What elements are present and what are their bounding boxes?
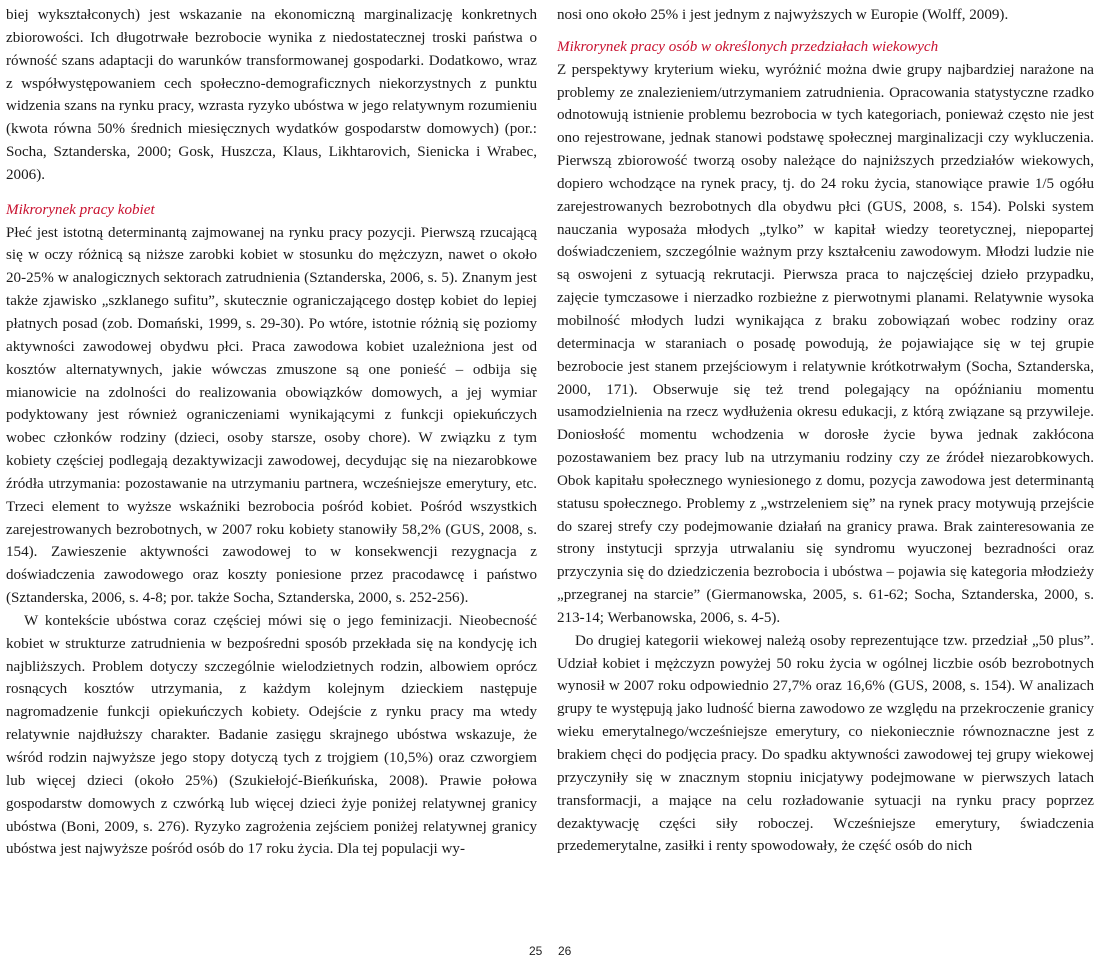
paragraph-women-1: Płeć jest istotną determinantą zajmowanej na rynku pracy pozycji. Pierwszą rzucającą się w oczy różnicą są niższe zarobki kobiet w stosunku do mężczyzn, nawet o około 20-25% w analogicznych sektorach zatrudnienia (Sztanderska, 2006, s. 5). Znanym jest także zjawisko „szklanego sufitu”, skutecznie ograniczającego dostęp kobiet do lepiej płatnych posad (zob. Domański, 1999, s. 29-30). Po wtóre, istotnie różnią się poziomy aktywności zawodowej obydwu płci. Praca zawodowa kobiet uzależniona jest od kosztów alternatywnych, jakie wówczas zmuszone są one ponieść – odbija się mianowicie na zdolności do realizowania obowiązków domowych, a jej wymiar podyktowany jest również ograniczeniami wynikającymi z funkcji opiekuńczych wobec członków rodziny (dzieci, osoby starsze, osoby chore). W związku z tym kobiety częściej podlegają dezaktywizacji zawodowej, decydując się na niezarobkowe źródła utrzymania: pozostawanie na utrzymaniu partnera, wcześniejsze emerytury, etc. Trzeci element to wyższe wskaźniki bezrobocia pośród kobiet. Pośród wszystkich zarejestrowanych bezrobotnych, w 2007 roku kobiety stanowiły 58,2% (GUS, 2008, s. 154). Zawieszenie aktywności zawodowej to w konsekwencji rezygnacja z doświadczenia zawodowego oraz koszty poniesione przez pracodawcę i państwo (Sztanderska, 2006, s. 4-8; por. także Socha, Sztanderska, 2000, s. 252-256). (6, 224, 537, 607)
right-page-column (557, 4, 1094, 858)
paragraph-continuation: nosi ono około 25% i jest jednym z najwyższych w Europie (Wolff, 2009). (557, 7, 1009, 23)
paragraph-age-2: Do drugiej kategorii wiekowej należą osoby reprezentujące tzw. przedział „50 plus”. Udział kobiet i mężczyzn powyżej 50 roku życia w ogólnej liczbie osób bezrobotnych wynosił w 2007 roku odpowiednio 27,7% oraz 16,6% (GUS, 2008, s. 154). W analizach grupy te występują jako ludność bierna zawodowo ze względu na przekroczenie granicy wieku emerytalnego/wcześniejsze emerytury, co niekoniecznie równoznaczne jest z brakiem chęci do podjęcia pracy. Do spadku aktywności zawodowej tej grupy wiekowej przyczyniły się w znacznym stopniu inicjatywy podejmowane w pierwszych latach transformacji, a mające na celu rozładowanie sytuacji na rynku pracy poprzez dezaktywację części siły roboczej. Wcześniejsze emerytury, świadczenia przedemerytalne, zasiłki i renty spowodowały, że część osób do nich (557, 632, 1094, 855)
paragraph-intro: biej wykształconych) jest wskazanie na ekonomiczną marginalizację konkretnych zbiorowości. Ich długotrwałe bezrobocie wynika z niedostatecznej troski państwa o równość szans adaptacji do warunków transformowanej gospodarki. Dodatkowo, wraz z współwystępowaniem cech społeczno-demograficznych niekorzystnych z punktu widzenia szans na rynku pracy, wzrasta ryzyko ubóstwa w jego relatywnym rozumieniu (kwota równa 50% średnich miesięcznych wydatków gospodarstw domowych) (por.: Socha, Sztanderska, 2000; Gosk, Huszcza, Klaus, Likhtarovich, Sienicka i Wrabec, 2006). (6, 7, 537, 183)
left-page-column (6, 4, 537, 861)
section-heading-age: Mikrorynek pracy osób w określonych przedziałach wiekowych (557, 38, 939, 55)
section-heading-women: Mikrorynek pracy kobiet (6, 201, 155, 218)
paragraph-women-2: W kontekście ubóstwa coraz częściej mówi się o jego feminizacji. Nieobecność kobiet w strukturze zatrudnienia w bezpośredni sposób przekłada się na kondycję ich najbliższych. Problem dotyczy szczególnie wielodzietnych rodzin, albowiem oprócz rosnących kosztów utrzymania, z każdym kolejnym dzieckiem następuje nagromadzenie funkcji opiekuńczych kobiety. Odejście z rynku pracy ma wtedy relatywnie najdłuższy charakter. Badanie zasięgu skrajnego ubóstwa wskazuje, że wśród rodzin najwyższe jego stopy dotyczą tych z trojgiem (10,5%) oraz czworgiem lub więcej dzieci (około 25%) (Szukiełojć-Bieńkuńska, 2008). Prawie połowa gospodarstw domowych z czwórką lub więcej dzieci żyje poniżej relatywnej granicy ubóstwa (Boni, 2009, s. 276). Ryzyko zagrożenia zejściem poniżej relatywnej granicy ubóstwa jest najwyższe pośród osób do 17 roku życia. Dla tej populacji wy- (6, 612, 537, 858)
page-number-right: 26 (558, 944, 572, 958)
paragraph-age-1: Z perspektywy kryterium wieku, wyróżnić można dwie grupy najbardziej narażone na problemy ze znalezieniem/utrzymaniem zatrudnienia. Opracowania statystyczne rzadko odnotowują istnienie problemu bezrobocia w tych kategoriach, ponieważ często nie jest ono rejestrowane, jednak stanowi podstawę społecznej marginalizacji czy wykluczenia. Pierwszą zbiorowość tworzą osoby należące do najniższych przedziałów wiekowych, dopiero wchodzące na rynek pracy, tj. do 24 roku życia, stanowiące prawie 1/5 ogółu zarejestrowanych bezrobotnych dla obydwu płci (GUS, 2008, s. 154). Polski system nauczania wyposaża młodych „tylko” w kapitał wiedzy teoretycznej, niepopartej doświadczeniem, szczególnie ważnym przy kształceniu zawodowym. Młodzi ludzie nie są oswojeni z sytuacją rekrutacji. Pierwsza praca to najczęściej dzieło przypadku, zajęcie tymczasowe i nierzadko rozbieżne z pierwotnymi planami. Relatywnie wysoka mobilność młodych ludzi wynikająca z braku zobowiązań wobec rodziny oraz determinacja w staraniach o posadę powodują, że pojawiające się w tej grupie bezrobocie jest stanem przejściowym i relatywnie krótkotrwałym (Socha, Sztanderska, 2000, 171). Obserwuje się też trend polegający na opóźnianiu momentu usamodzielnienia na rzecz wydłużenia okresu edukacji, z którą związane są przywileje. Doniosłość momentu wchodzenia w dorosłe życie bywa jednak zakłócona pozostawaniem bez pracy lub na utrzymaniu rodziny czy ze źródeł niezarobkowych. Obok kapitału społecznego wyniesionego z domu, pozycja zawodowa jest determinantą statusu społecznego. Problemy z „wstrzeleniem się” na rynek pracy motywują przejście do szarej strefy czy podejmowanie działań na granicy prawa. Brak zainteresowania ze strony instytucji sprzyja utrwalaniu się syndromu wyuczonej bezradności oraz przyczynia się do dziedziczenia bezrobocia i ubóstwa – pojawia się kategoria młodzieży „przegranej na starcie” (Giermanowska, 2005, s. 61-62; Socha, Sztanderska, 2000, s. 213-14; Werbanowska, 2006, s. 4-5). (557, 61, 1094, 626)
page-number-left: 25 (529, 944, 543, 958)
